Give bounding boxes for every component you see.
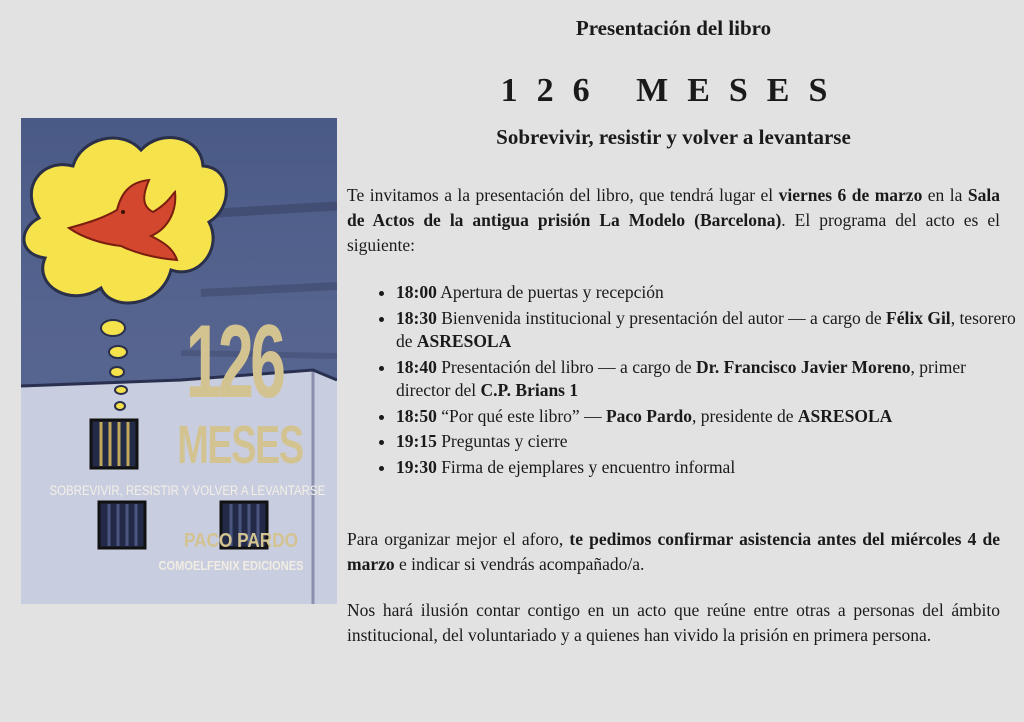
cover-publisher: COMOELFENIX EDICIONES: [158, 558, 304, 573]
closing-paragraph: Nos hará ilusión contar contigo en un acto que reúne entre otras a personas del ámbito institucional, del voluntariado y a quienes han vivido la prisión en primera persona.: [347, 600, 1000, 645]
speaker-name: Paco Pardo: [605, 405, 692, 426]
speaker-name: Dr. Francisco Javier Moreno: [696, 356, 911, 377]
program-text: Presentación del libro — a cargo de: [436, 356, 697, 377]
intro-text: en la: [922, 185, 968, 205]
program-text: , tesorero de: [396, 307, 1016, 351]
program-item: [396, 430, 1018, 454]
program-text: , primer director del: [396, 356, 966, 400]
organization-name: C.P. Brians 1: [480, 380, 579, 400]
rsvp-text: e indicar si vendrás acompañado/a.: [394, 554, 645, 574]
intro-paragraph: [347, 183, 1000, 258]
cover-number: 126: [185, 304, 283, 420]
book-title: 126 MESES: [500, 72, 847, 109]
event-date: viernes 6 de marzo: [778, 185, 923, 205]
program-item: [396, 456, 1018, 480]
organization-name: ASRESOLA: [416, 331, 512, 351]
program-time: 18:30: [396, 307, 437, 328]
program-time: 18:00: [396, 282, 437, 302]
speaker-name: Félix Gil: [886, 307, 951, 328]
book-cover: [21, 118, 337, 604]
program-list: [378, 281, 1018, 481]
program-item: [396, 356, 1018, 403]
presentation-heading: Presentación del libro: [575, 16, 772, 40]
program-text: Bienvenida institucional y presentación del autor — a cargo de: [436, 307, 887, 328]
program-text: , presidente de: [691, 405, 798, 426]
event-venue: Sala de Actos de la antigua prisión La Modelo (Barcelona): [347, 185, 1000, 230]
cover-subtitle: SOBREVIVIR, RESISTIR Y VOLVER A LEVANTARSE: [49, 482, 326, 498]
program-time: 18:50: [396, 405, 437, 426]
program-text: Apertura de puertas y recepción: [436, 282, 664, 302]
window-icon: [91, 420, 137, 468]
intro-text: Te invitamos a la presentación del libro, que tendrá lugar el: [347, 185, 779, 205]
program-item: [396, 405, 1018, 429]
rsvp-paragraph: [347, 527, 1000, 577]
window-icon: [99, 502, 145, 548]
program-item: [396, 281, 1018, 305]
rsvp-text: Para organizar mejor el aforo,: [347, 529, 570, 549]
rsvp-deadline: te pedimos confirmar asistencia antes del miércoles 4 de marzo: [347, 529, 1000, 574]
program-item: [396, 307, 1018, 354]
program-time: 19:30: [396, 456, 437, 477]
program-text: “Por qué este libro” —: [436, 405, 606, 426]
cover-author: PACO PARDO: [183, 530, 299, 552]
program-text: Preguntas y cierre: [436, 431, 568, 451]
program-time: 18:40: [396, 356, 437, 377]
book-subtitle: Sobrevivir, resistir y volver a levantarse: [496, 125, 851, 149]
intro-text: . El programa del acto es el siguiente:: [347, 210, 1000, 255]
cover-title-word: MESES: [177, 415, 303, 475]
program-text: Firma de ejemplares y encuentro informal: [436, 456, 736, 477]
organization-name: ASRESOLA: [797, 405, 893, 426]
program-time: 19:15: [396, 431, 437, 451]
